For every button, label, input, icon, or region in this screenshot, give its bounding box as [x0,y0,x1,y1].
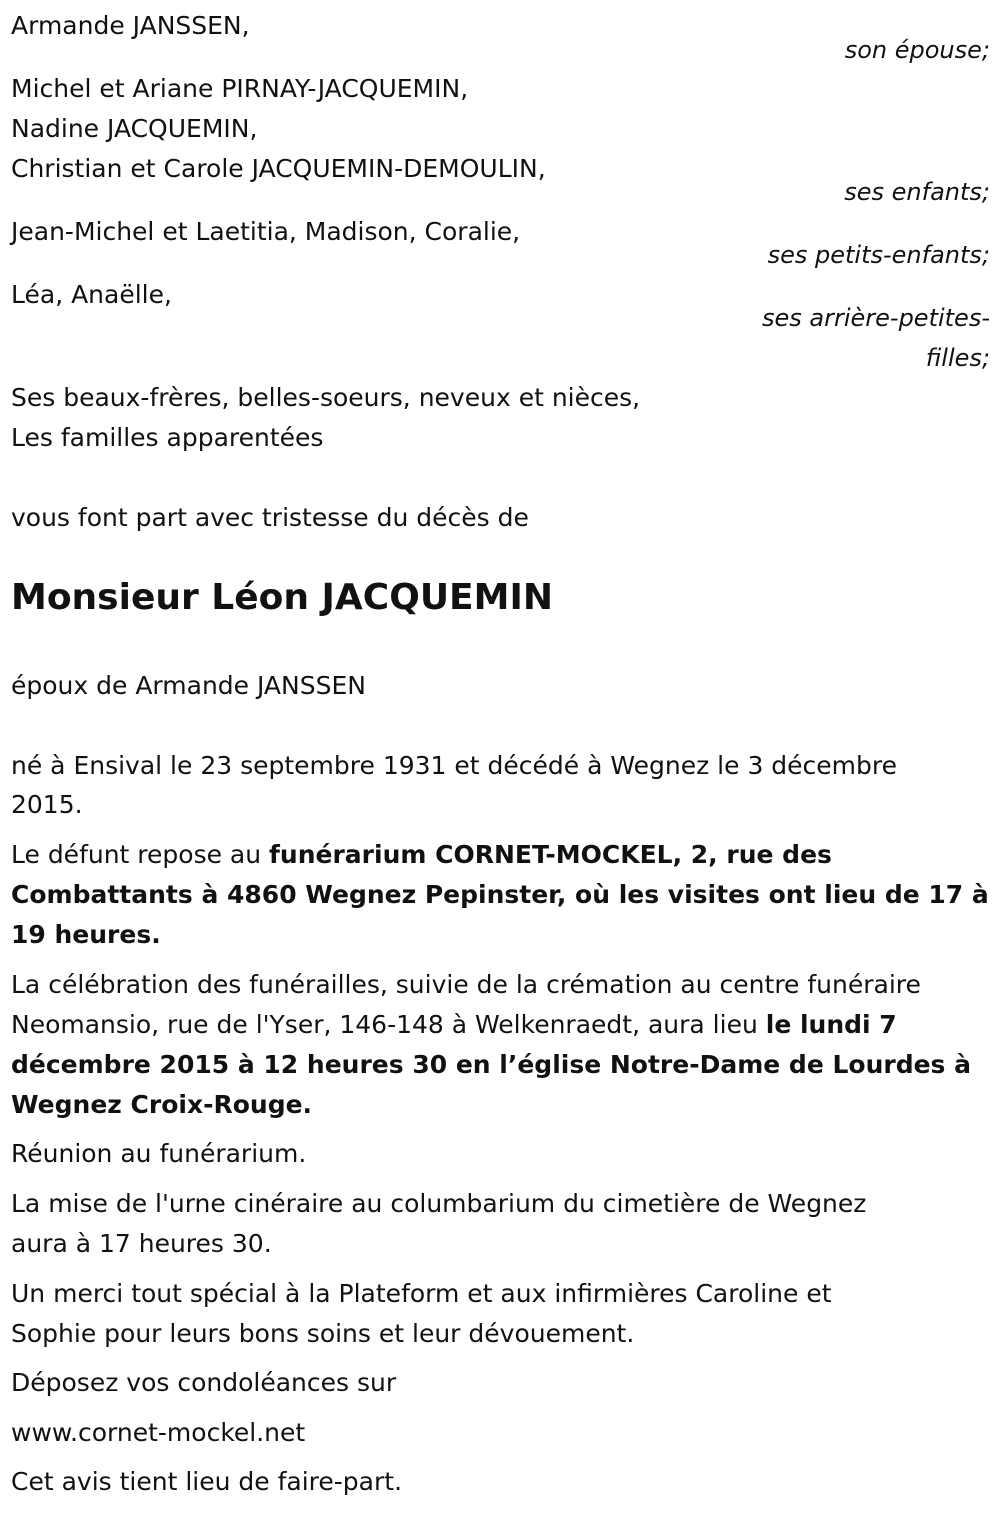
ceremony-line-3: décembre 2015 à 12 heures 30 en l’église Notre-Dame de Lourdes à [11,1050,972,1079]
grandchildren-role: ses petits-enfants; [767,241,990,269]
great-grandchildren: Léa, Anaëlle, [11,280,172,309]
birth-death-line-1: né à Ensival le 23 septembre 1931 et décédé à Wegnez le 3 décembre [11,751,897,780]
reunion: Réunion au funérarium. [11,1139,307,1168]
ceremony-line-1: La célébration des funérailles, suivie de la crémation au centre funéraire [11,970,921,999]
child-line-1: Michel et Ariane PIRNAY-JACQUEMIN, [11,74,469,103]
grandchildren: Jean-Michel et Laetitia, Madison, Coralie, [11,217,521,246]
deceased-name: Monsieur Léon JACQUEMIN [11,577,553,618]
great-grandchildren-role-1: ses arrière-petites- [762,304,990,332]
child-line-2: Nadine JACQUEMIN, [11,114,258,143]
urn-line-2: aura à 17 heures 30. [11,1229,272,1258]
thanks-line-1: Un merci tout spécial à la Plateform et aux infirmières Caroline et [11,1279,832,1308]
notice: Cet avis tient lieu de faire-part. [11,1467,403,1496]
thanks-line-2: Sophie pour leurs bons soins et leur dévouement. [11,1319,635,1348]
funerarium-line-1 [11,835,832,875]
great-grandchildren-role-2: filles; [925,344,990,372]
child-line-3: Christian et Carole JACQUEMIN-DEMOULIN, [11,154,546,183]
relatives-line-1: Ses beaux-frères, belles-soeurs, neveux et nièces, [11,383,641,412]
funerarium-intro: Le défunt repose au [11,840,270,869]
ceremony-line-2 [11,1005,897,1045]
children-role: ses enfants; [844,178,990,206]
birth-death-line-2: 2015. [11,790,83,819]
ceremony-date-start: le lundi 7 [765,1010,897,1039]
spouse-line: époux de Armande JANSSEN [11,671,366,700]
ceremony-location: Neomansio, rue de l'Yser, 146-148 à Welkenraedt, aura lieu [11,1010,766,1039]
funerarium-line-3: 19 heures. [11,920,161,949]
condolences: Déposez vos condoléances sur [11,1368,397,1397]
urn-line-1: La mise de l'urne cinéraire au columbarium du cimetière de Wegnez [11,1189,867,1218]
spouse-role: son épouse; [844,36,990,64]
announcement: vous font part avec tristesse du décès de [11,503,529,532]
ceremony-line-4: Wegnez Croix-Rouge. [11,1090,313,1119]
funerarium-address-start: funérarium CORNET-MOCKEL, 2, rue des [269,840,832,869]
website-link[interactable]: www.cornet-mockel.net [11,1418,306,1447]
funerarium-line-2: Combattants à 4860 Wegnez Pepinster, où les visites ont lieu de 17 à [11,880,989,909]
relatives-line-2: Les familles apparentées [11,423,324,452]
spouse-name: Armande JANSSEN, [11,11,250,40]
